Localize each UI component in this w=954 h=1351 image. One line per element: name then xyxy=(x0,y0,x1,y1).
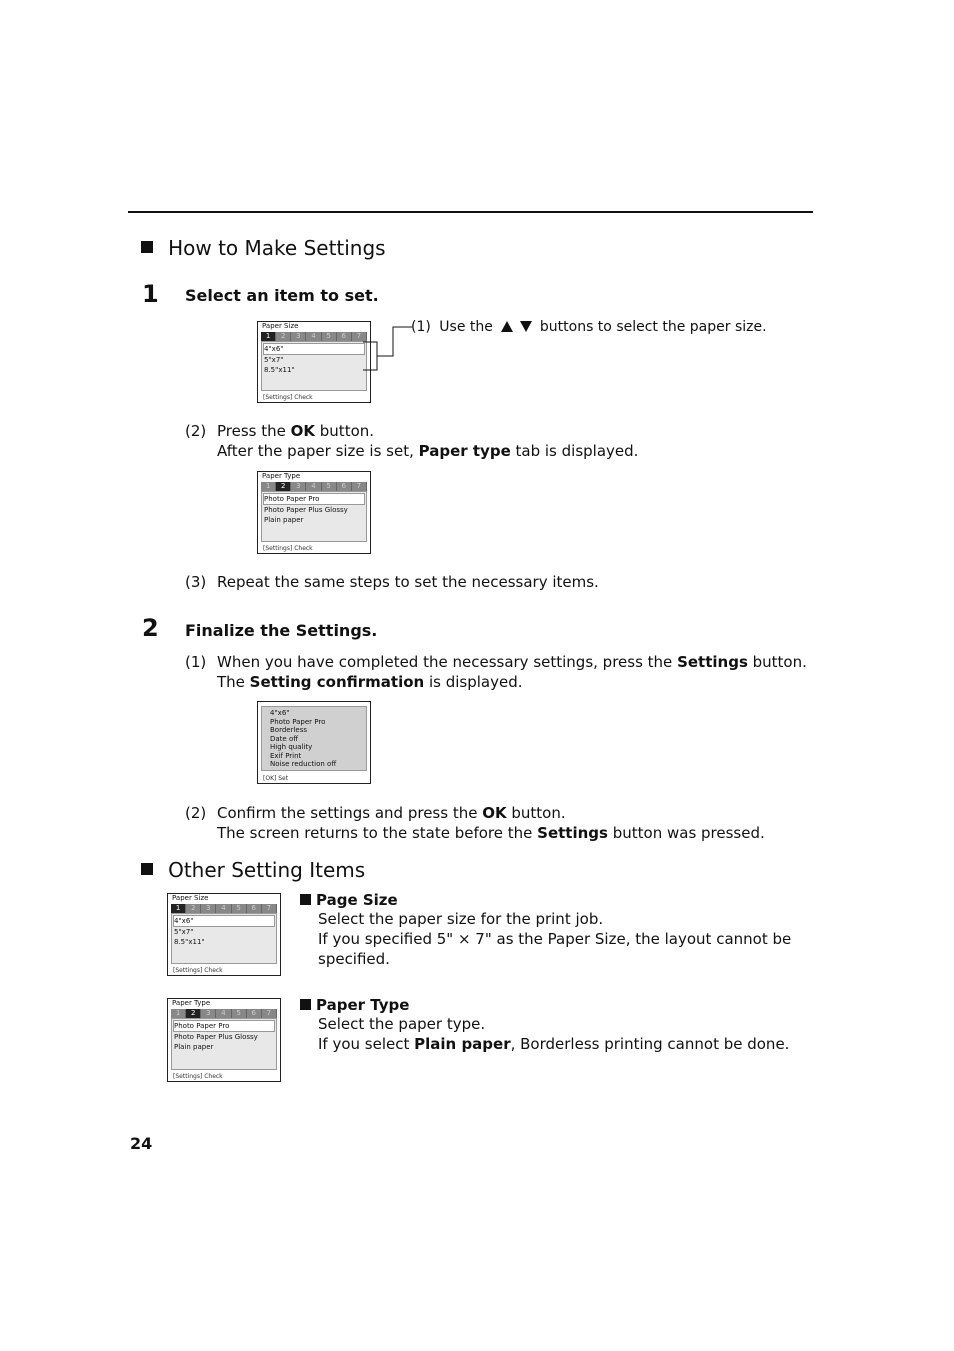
item-number: (1) xyxy=(185,653,207,671)
lcd-list-item: Exif Print xyxy=(270,751,302,760)
lcd-list-item: Borderless xyxy=(270,726,308,734)
lcd-list-item: Plain paper xyxy=(174,1043,214,1051)
lcd-list-item: Photo Paper Plus Glossy xyxy=(264,506,348,514)
step-number-2: 2 xyxy=(142,614,159,642)
callout-pre: Use the xyxy=(439,319,493,335)
lcd-title: Paper Size xyxy=(172,894,209,902)
plain-paper-label: Plain paper xyxy=(414,1035,511,1053)
lcd-tab: 3 xyxy=(201,904,216,913)
section-heading-how-to xyxy=(141,236,386,260)
paper-type-block xyxy=(300,995,789,1054)
lcd-list xyxy=(261,491,367,542)
lcd-title: Paper Size xyxy=(262,322,299,330)
lcd-confirm-screen xyxy=(257,701,371,784)
lcd-tab: 5 xyxy=(232,904,247,913)
lcd-tab: 2 xyxy=(186,904,201,913)
ok-button-label: OK xyxy=(482,804,507,822)
lcd-list-item: Photo Paper Pro xyxy=(270,717,326,726)
lcd-list xyxy=(171,913,277,964)
text: After the paper size is set, xyxy=(217,442,419,460)
text: Repeat the same steps to set the necessary items. xyxy=(217,573,599,591)
text: button. xyxy=(315,422,375,440)
lcd-tabs xyxy=(261,482,367,491)
page-size-title: Page Size xyxy=(316,891,398,909)
lcd-tab: 7 xyxy=(352,332,367,341)
text: button was pressed. xyxy=(607,824,765,842)
text: The xyxy=(217,673,250,691)
text: is displayed. xyxy=(424,673,523,691)
lcd-tab: 6 xyxy=(247,1009,262,1018)
callout-bracket xyxy=(360,322,415,374)
lcd-footer: [Settings] Check xyxy=(173,1073,223,1080)
lcd-tab: 3 xyxy=(291,332,306,341)
square-bullet-icon xyxy=(300,999,311,1010)
text: The screen returns to the state before the xyxy=(217,824,538,842)
item-number: (3) xyxy=(185,573,207,591)
lcd-tab: 7 xyxy=(262,904,277,913)
step-number-1: 1 xyxy=(142,280,159,308)
lcd-tab: 3 xyxy=(291,482,306,491)
square-bullet-icon xyxy=(300,894,311,905)
lcd-tabs xyxy=(171,1009,277,1018)
lcd-title: Paper Type xyxy=(172,999,211,1007)
lcd-footer: [Settings] Check xyxy=(263,394,313,401)
item-number: (1) xyxy=(411,319,431,335)
setting-confirmation-label: Setting confirmation xyxy=(249,673,425,691)
lcd-tab: 5 xyxy=(322,332,337,341)
lcd-list xyxy=(261,341,367,391)
callout-text xyxy=(411,317,767,337)
text: Select the paper size for the print job. xyxy=(318,910,604,928)
text: button. xyxy=(506,804,566,822)
lcd-paper-size-screen-small xyxy=(167,893,281,976)
settings-button-label: Settings xyxy=(677,653,748,671)
lcd-tab: 1 xyxy=(261,482,276,491)
lcd-list-item: 4"x6" xyxy=(263,343,365,355)
lcd-paper-type-screen-small xyxy=(167,998,281,1082)
text: If you specified 5" × 7" as the Paper Size, the layout cannot be xyxy=(318,930,792,948)
lcd-footer: [Settings] Check xyxy=(173,967,223,974)
step1-item-3 xyxy=(185,572,599,592)
lcd-tab: 5 xyxy=(322,482,337,491)
lcd-tab: 4 xyxy=(306,482,321,491)
section-title: How to Make Settings xyxy=(168,236,386,260)
lcd-tab: 6 xyxy=(337,482,352,491)
settings-button-label: Settings xyxy=(537,824,608,842)
lcd-tab: 1 xyxy=(261,332,276,341)
lcd-tab: 5 xyxy=(232,1009,247,1018)
text: Confirm the settings and press the xyxy=(217,804,483,822)
lcd-list xyxy=(261,706,367,771)
step2-item-1 xyxy=(185,652,807,692)
item-number: (2) xyxy=(185,422,207,440)
text: tab is displayed. xyxy=(510,442,639,460)
lcd-tab: 4 xyxy=(306,332,321,341)
callout-post: buttons to select the paper size. xyxy=(539,319,767,335)
text: When you have completed the necessary settings, press the xyxy=(217,653,678,671)
lcd-paper-type-screen xyxy=(257,471,371,554)
square-bullet-icon xyxy=(141,863,153,875)
lcd-tab: 3 xyxy=(201,1009,216,1018)
lcd-tab: 4 xyxy=(216,904,231,913)
lcd-tab: 6 xyxy=(337,332,352,341)
lcd-footer: [Settings] Check xyxy=(263,545,313,552)
section-title: Other Setting Items xyxy=(168,858,366,882)
step2-item-2 xyxy=(185,803,765,843)
text: If you select xyxy=(318,1035,415,1053)
lcd-list-item: Noise reduction off xyxy=(270,760,337,768)
ok-button-label: OK xyxy=(290,422,316,440)
lcd-list-item: 4"x6" xyxy=(173,915,275,927)
lcd-paper-size-screen xyxy=(257,321,371,403)
lcd-list-item: 4"x6" xyxy=(270,709,290,717)
page-size-block xyxy=(300,890,791,969)
lcd-tab: 2 xyxy=(276,332,291,341)
lcd-tab: 1 xyxy=(171,904,186,913)
lcd-title: Paper Type xyxy=(262,472,301,480)
step-title-2: Finalize the Settings. xyxy=(185,621,378,640)
lcd-tab: 6 xyxy=(247,904,262,913)
lcd-list-item: 5"x7" xyxy=(264,356,284,364)
lcd-list-item: Plain paper xyxy=(264,516,304,524)
step-title-1: Select an item to set. xyxy=(185,286,379,305)
step1-item-2 xyxy=(185,421,638,461)
lcd-list-item: Photo Paper Pro xyxy=(173,1020,275,1032)
lcd-tab: 2 xyxy=(186,1009,201,1018)
lcd-list xyxy=(171,1018,277,1070)
lcd-tab: 7 xyxy=(262,1009,277,1018)
lcd-list-item: Photo Paper Pro xyxy=(263,493,365,505)
paper-type-label: Paper type xyxy=(418,442,511,460)
top-rule xyxy=(128,211,813,213)
lcd-tabs xyxy=(261,332,367,341)
lcd-list-item: High quality xyxy=(270,743,313,751)
down-arrow-icon xyxy=(520,321,532,332)
text: , Borderless printing cannot be done. xyxy=(510,1035,790,1053)
text: specified. xyxy=(318,950,390,968)
section-heading-other xyxy=(141,858,365,882)
square-bullet-icon xyxy=(141,241,153,253)
page-number: 24 xyxy=(130,1134,153,1153)
lcd-tab: 7 xyxy=(352,482,367,491)
lcd-list-item: 5"x7" xyxy=(174,928,194,936)
lcd-tabs xyxy=(171,904,277,913)
lcd-list-item: 8.5"x11" xyxy=(174,938,205,946)
text: Press the xyxy=(217,422,291,440)
lcd-tab: 2 xyxy=(276,482,291,491)
text: button. xyxy=(747,653,807,671)
lcd-list-item: Photo Paper Plus Glossy xyxy=(174,1033,258,1041)
paper-type-title: Paper Type xyxy=(316,996,410,1014)
item-number: (2) xyxy=(185,804,207,822)
text: Select the paper type. xyxy=(318,1015,486,1033)
lcd-tab: 1 xyxy=(171,1009,186,1018)
lcd-tab: 4 xyxy=(216,1009,231,1018)
lcd-list-item: Date off xyxy=(270,734,299,743)
up-arrow-icon xyxy=(501,321,513,332)
lcd-list-item: 8.5"x11" xyxy=(264,366,295,374)
lcd-footer: [OK] Set xyxy=(263,775,289,782)
